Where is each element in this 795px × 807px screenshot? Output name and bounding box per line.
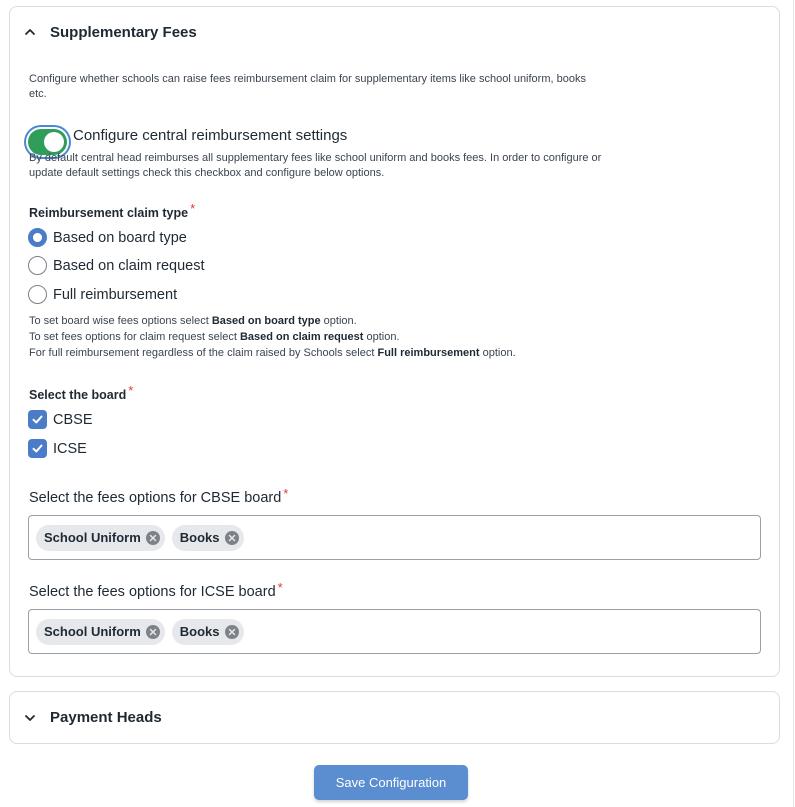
supplementary-description: Configure whether schools can raise fees reimbursement claim for supplementary items like school uniform, books etc. [29, 73, 586, 100]
board-label-text: Select the board [29, 388, 127, 402]
supplementary-fees-header[interactable] [24, 7, 197, 57]
help-bold-text: Full reimbursement [377, 347, 480, 359]
claim-type-help-line [29, 329, 516, 345]
icse-fees-multiselect[interactable] [28, 609, 761, 654]
close-circle-icon[interactable] [146, 625, 160, 639]
checkbox-label: ICSE [53, 440, 87, 457]
central-reimbursement-help: By default central head reimburses all supplementary fees like school uniform and books fees. In order to configure or update default settings check this checkbox and configure below options. [29, 152, 602, 179]
chip-label: School Uniform [44, 624, 141, 639]
radio-full-reimbursement[interactable] [28, 285, 177, 304]
claim-type-help-line [29, 345, 516, 361]
claim-type-help-line [29, 313, 516, 329]
radio-label: Full reimbursement [53, 286, 178, 303]
chip-label: School Uniform [44, 530, 141, 545]
radio-claim-request[interactable] [28, 256, 205, 275]
fee-chip [172, 525, 244, 551]
icse-fees-label-text: Select the fees options for ICSE board [29, 584, 276, 600]
fee-chip [172, 619, 244, 645]
help-text: To set fees options for claim request select [29, 331, 240, 343]
radio-board-type[interactable] [28, 228, 187, 247]
save-configuration-button[interactable]: Save Configuration [314, 765, 468, 800]
close-circle-icon[interactable] [225, 625, 239, 639]
radio-button[interactable] [28, 256, 47, 275]
close-circle-icon[interactable] [146, 531, 160, 545]
help-bold-text: Based on claim request [239, 331, 364, 343]
help-text: option. [479, 347, 516, 359]
checkbox-cbse[interactable] [28, 410, 93, 429]
radio-label: Based on claim request [53, 257, 205, 274]
help-text: option. [363, 331, 400, 343]
chevron-up-icon [24, 26, 36, 38]
fee-chip [36, 525, 165, 551]
claim-type-label-text: Reimbursement claim type [29, 206, 189, 220]
payment-heads-title: Payment Heads [50, 709, 162, 726]
required-mark: * [190, 201, 196, 216]
board-label [29, 383, 134, 402]
icse-fees-label [29, 580, 283, 601]
checkbox[interactable] [28, 439, 47, 458]
central-reimbursement-toggle-label[interactable]: Configure central reimbursement settings [73, 127, 348, 144]
chip-label: Books [179, 530, 220, 545]
close-circle-icon[interactable] [225, 531, 239, 545]
help-text: To set board wise fees options select [29, 315, 212, 327]
fee-chip [36, 619, 165, 645]
checkmark-icon [31, 442, 44, 455]
supplementary-fees-title: Supplementary Fees [50, 23, 197, 41]
required-mark: * [128, 383, 134, 398]
help-text: For full reimbursement regardless of the claim raised by Schools select [29, 347, 378, 359]
cbse-fees-label-text: Select the fees options for CBSE board [29, 490, 282, 506]
checkbox-icse[interactable] [28, 439, 87, 458]
radio-button[interactable] [28, 228, 47, 247]
checkbox-label: CBSE [53, 411, 93, 428]
payment-heads-panel [9, 691, 780, 744]
toggle-knob [44, 132, 64, 152]
claim-type-help [29, 313, 516, 361]
required-mark: * [283, 486, 289, 501]
page-edge-divider [793, 0, 794, 807]
payment-heads-header[interactable] [24, 692, 162, 743]
supplementary-fees-panel [9, 6, 780, 677]
help-text: option. [320, 315, 357, 327]
radio-button[interactable] [28, 285, 47, 304]
cbse-fees-label [29, 486, 289, 507]
claim-type-label [29, 201, 196, 220]
radio-label: Based on board type [53, 229, 187, 246]
help-bold-text: Based on board type [211, 315, 321, 327]
chevron-down-icon [24, 712, 36, 724]
chip-label: Books [179, 624, 220, 639]
checkbox[interactable] [28, 410, 47, 429]
required-mark: * [277, 580, 283, 595]
checkmark-icon [31, 413, 44, 426]
cbse-fees-multiselect[interactable] [28, 515, 761, 560]
